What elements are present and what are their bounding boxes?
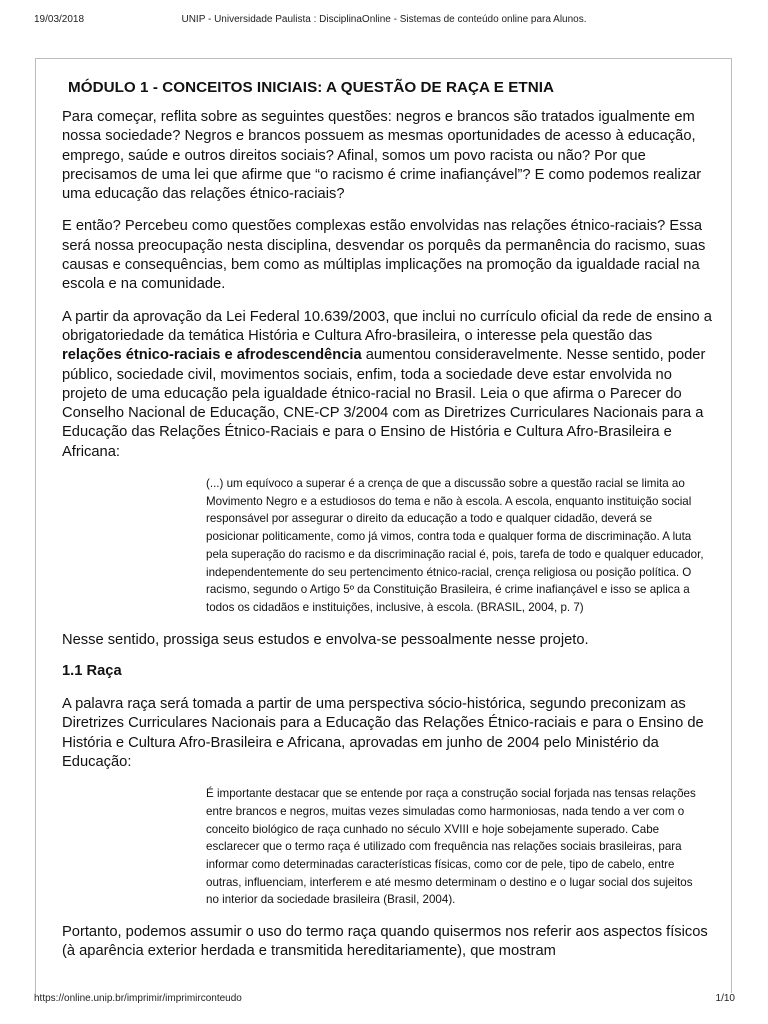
paragraph-law xyxy=(62,308,712,462)
paragraph-raca: A palavra raça será tomada a partir de uma perspectiva sócio-histórica, segundo preconizam as Diretrizes Curriculares Nacionais para a Educação das Relações Étnico-raciais e para o Ensino de História e Cultura Afro-Brasileira e Africana, aprovadas em junho de 2004 pelo Ministério da Educação: xyxy=(62,695,704,770)
print-date: 19/03/2018 xyxy=(34,14,85,25)
print-header xyxy=(0,14,768,30)
print-page-title: UNIP - Universidade Paulista : DisciplinaOnline - Sistemas de conteúdo online para Alunos. xyxy=(181,14,587,25)
paragraph-law-text-end: aumentou consideravelmente. Nesse sentido, poder público, sociedade civil, movimentos sociais, enfim, toda a sociedade deve estar envolvida no projeto de uma educação pela igualdade étnico-racial no Brasil. Leia o que afirma o Parecer do Conselho Nacional de Educação, CNE-CP 3/2004 com as Diretrizes Curriculares Nacionais para a Educação das Relações Étnico-Raciais e para o Ensino de História e Cultura Afro-Brasileira e Africana: xyxy=(62,347,706,460)
content-body xyxy=(62,79,712,975)
module-title: MÓDULO 1 - CONCEITOS INICIAIS: A QUESTÃO DE RAÇA E ETNIA xyxy=(68,79,555,96)
content-box xyxy=(35,58,732,993)
paragraph-law-text-start: A partir da aprovação da Lei Federal 10.639/2003, que inclui no currículo oficial da rede de ensino a obrigatoriedade da temática História e Cultura Afro-brasileira, o interesse pela questão das xyxy=(62,308,712,344)
paragraph-law-bold: relações étnico-raciais e afrodescendência xyxy=(62,347,362,364)
page-number: 1/10 xyxy=(715,993,735,1004)
block-quote-diretrizes: É importante destacar que se entende por raça a construção social forjada nas tensas relações entre brancos e negros, muitas vezes simuladas como harmoniosas, nada tendo a ver com o conceito biológico de raça cunhado no século XVIII e hoje sobejamente superado. Cabe esclarecer que o termo raça é utilizado com frequência nas relações sociais brasileiras, para informar como determinadas características físicas, como cor de pele, tipo de cabelo, entre outras, influenciam, interferem e até mesmo determinam o destino e o lugar social dos sujeitos no interior da sociedade brasileira (Brasil, 2004). xyxy=(206,787,696,907)
paragraph-conclusion: Portanto, podemos assumir o uso do termo raça quando quisermos nos referir aos aspectos físicos (à aparência exterior herdada e transmitida hereditariamente), que mostram xyxy=(62,924,708,960)
section-title-raca: 1.1 Raça xyxy=(62,662,122,679)
paragraph-proceed: Nesse sentido, prossiga seus estudos e envolva-se pessoalmente nesse projeto. xyxy=(62,631,589,648)
block-quote-parecer: (...) um equívoco a superar é a crença de que a discussão sobre a questão racial se limita ao Movimento Negro e a estudiosos do tema e não à escola. A escola, enquanto instituição social responsável por assegurar o direito da educação a todo e qualquer cidadão, deverá se posicionar politicamente, como já vimos, contra toda e qualquer forma de discriminação. A luta pela superação do racismo e da discriminação racial é, pois, tarefa de todo e qualquer educador, independentemente do seu pertencimento étnico-racial, crença religiosa ou posição política. O racismo, segundo o Artigo 5º da Constituição Brasileira, é crime inafiançável e isso se aplica a todos os cidadãos e instituições, inclusive, à escola. (BRASIL, 2004, p. 7) xyxy=(206,477,704,614)
paragraph-complex-questions: E então? Percebeu como questões complexas estão envolvidas nas relações étnico-raciais? Essa será nossa preocupação nesta disciplina, desvendar os porquês da permanência do racismo, suas causas e consequências, bem como as múltiplas implicações na promoção da igualdade racial na escola e na comunidade. xyxy=(62,218,706,293)
paragraph-intro: Para começar, reflita sobre as seguintes questões: negros e brancos são tratados igualmente em nossa sociedade? Negros e brancos possuem as mesmas oportunidades de acesso à educação, emprego, saúde e outros direitos sociais? Afinal, somos um povo racista ou não? Por que precisamos de uma lei que afirme que “o racismo é crime inafiançável”? E como podemos realizar uma educação das relações étnico-raciais? xyxy=(62,109,702,203)
print-url: https://online.unip.br/imprimir/imprimirconteudo xyxy=(34,993,242,1004)
